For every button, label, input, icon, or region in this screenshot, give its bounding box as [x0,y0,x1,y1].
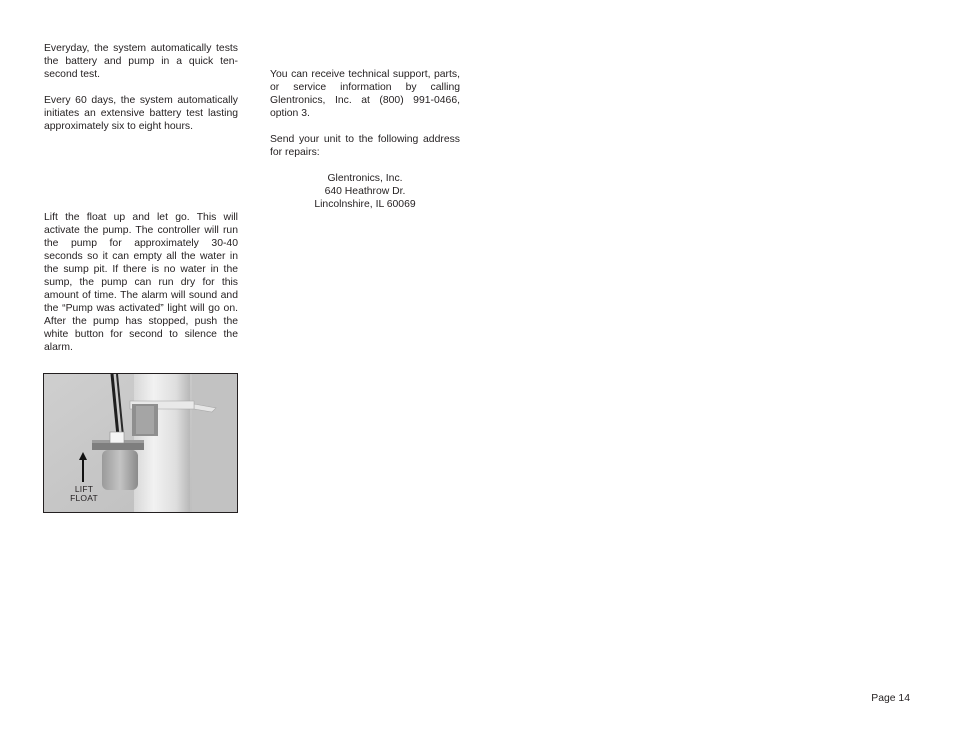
technical-support-paragraph: You can receive technical support, parts, or service information by calling Glentronics, Inc. at (800) 991-0466, option 3. [270,69,460,119]
float-label-line: FLOAT [70,493,98,503]
address-street: 640 Heathrow Dr. [324,186,406,197]
lift-float-photo [43,373,238,513]
page-number: Page 14 [871,693,910,704]
repair-address [270,172,460,211]
address-company: Glentronics, Inc. [327,173,403,184]
lift-float-paragraph: Lift the float up and let go. This will activate the pump. The controller will run the pump for approximately 30-40 seconds so it can empty all the water in the sump pit. If there is no water in the sump, the pump can run dry for this amount of time. The alarm will sound and the “Pump was activated” light will go on. After the pump has stopped, push the white button for second to silence the alarm. [44,212,238,353]
sixty-day-test-paragraph: Every 60 days, the system automatically initiates an extensive battery test lasting approximately six to eight hours. [44,95,238,132]
lift-label-line: LIFT [74,484,94,494]
lift-float-label [64,485,104,503]
address-city: Lincolnshire, IL 60069 [314,199,416,210]
send-unit-paragraph: Send your unit to the following address for repairs: [270,134,460,158]
daily-test-paragraph: Everyday, the system automatically tests the battery and pump in a quick ten-second test. [44,43,238,80]
